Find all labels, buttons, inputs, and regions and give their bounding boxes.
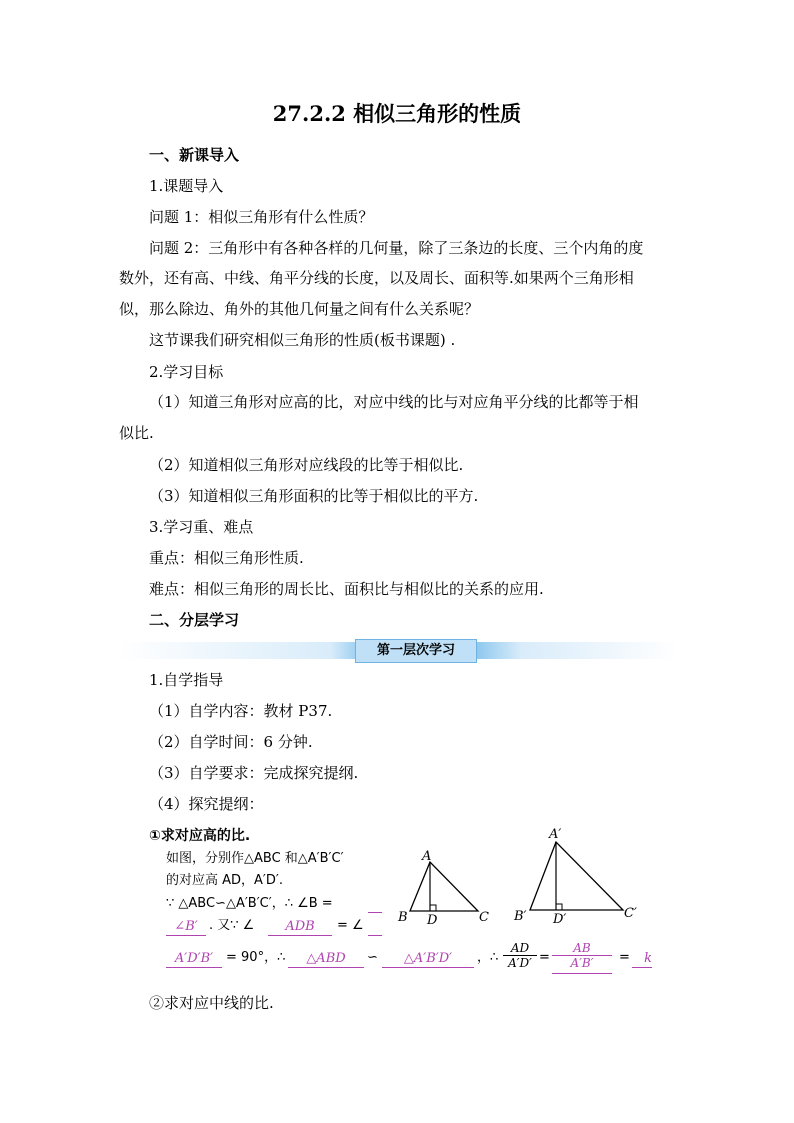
- subheading-topic-intro: 1.课题导入: [149, 177, 224, 195]
- question-1: 问题 1：相似三角形有什么性质？: [149, 208, 374, 226]
- label-a-prime: A′: [549, 827, 562, 842]
- similar-triangles-figure: [390, 820, 660, 930]
- self-study-heading: 1.自学指导: [149, 671, 224, 689]
- answer-angle-adb: ADB: [268, 919, 332, 936]
- label-d-prime: D′: [553, 912, 567, 927]
- page-title: 27.2.2 相似三角形的性质: [272, 101, 522, 126]
- exercise-1-line-4-text: . 又∵ ∠: [209, 918, 255, 933]
- label-a: A: [422, 849, 432, 864]
- exercise-2-heading: ②求对应中线的比.: [149, 994, 274, 1012]
- exercise-1-similar-sign: ∽: [367, 950, 378, 965]
- subheading-key-points: 3.学习重、难点: [149, 518, 254, 536]
- right-angle-mark-d-prime: [556, 904, 562, 910]
- question-2-line-1: 问题 2：三角形中有各种各样的几何量，除了三条边的长度、三个内角的度: [149, 239, 644, 257]
- answer-fraction-ab-over-a-b-prime: [552, 941, 612, 974]
- label-c: C: [479, 910, 489, 925]
- equals-sign-1: =: [539, 950, 550, 965]
- label-b: B: [398, 910, 408, 925]
- fraction-ad-over-a-d-prime: [503, 941, 537, 970]
- question-2-line-2: 数外，还有高、中线、角平分线的长度，以及周长、面积等.如果两个三角形相: [119, 269, 634, 287]
- exercise-1-line-5-text: = 90°，∴: [226, 950, 286, 965]
- answer-blank-b-start: [368, 898, 382, 913]
- self-study-time: （2）自学时间：6 分钟.: [149, 733, 313, 751]
- triangle-abc: [397, 849, 489, 928]
- intro-sentence: 这节课我们研究相似三角形的性质(板书课题) .: [149, 331, 456, 349]
- goal-2: （2）知道相似三角形对应线段的比等于相似比.: [149, 456, 464, 474]
- level-banner: [118, 639, 678, 663]
- label-c-prime: C′: [624, 906, 637, 921]
- difficult-point: 难点：相似三角形的周长比、面积比与相似比的关系的应用.: [149, 580, 544, 598]
- answer-fraction-denominator: A′B′: [570, 956, 594, 970]
- exercise-1-heading: ①求对应高的比.: [149, 828, 251, 844]
- answer-triangle-abd: △ABD: [288, 951, 364, 968]
- section-heading-new-lesson: 一、新课导入: [149, 146, 240, 164]
- goal-3: （3）知道相似三角形面积的比等于相似比的平方.: [149, 487, 479, 505]
- exercise-1-therefore: ，∴: [477, 950, 499, 965]
- label-b-prime: B′: [514, 909, 527, 924]
- fraction-denominator: A′D′: [508, 956, 532, 970]
- label-d: D: [427, 913, 438, 928]
- answer-blank-angle-start: [368, 919, 382, 936]
- exercise-1-line-3: ∵ △ABC∽△A′B′C′，∴ ∠B =: [166, 896, 333, 911]
- triangle-a-b-c-prime: [513, 827, 637, 927]
- fraction-numerator: AD: [503, 941, 537, 956]
- banner-label: 第一层次学习: [355, 639, 477, 663]
- equals-sign-2: =: [619, 950, 630, 965]
- subheading-goals: 2.学习目标: [149, 363, 224, 381]
- section-heading-layered-study: 二、分层学习: [149, 611, 240, 629]
- answer-fraction-numerator: AB: [552, 941, 612, 956]
- goal-1-line-2: 似比.: [119, 424, 154, 442]
- self-study-requirement: （3）自学要求：完成探究提纲.: [149, 764, 359, 782]
- goal-1-line-1: （1）知道三角形对应高的比，对应中线的比与对应角平分线的比都等于相: [149, 393, 639, 411]
- triangle-a-b-c-prime-outline: [530, 842, 623, 910]
- exercise-1-line-1: 如图，分别作△ABC 和△A′B′C′: [166, 851, 344, 866]
- answer-angle-a-d-b-prime: A′D′B′: [166, 951, 222, 968]
- answer-angle-b-prime: ∠B′: [166, 919, 206, 936]
- exercise-1-line-4-eq: = ∠: [337, 918, 364, 933]
- self-study-content: （1）自学内容：教材 P37.: [149, 702, 333, 720]
- answer-k: k: [632, 951, 652, 968]
- key-point: 重点：相似三角形性质.: [149, 549, 304, 567]
- question-2-line-3: 似，那么除边、角外的其他几何量之间有什么关系呢？: [119, 300, 480, 318]
- answer-triangle-a-b-d-prime: △A′B′D′: [382, 951, 474, 968]
- self-study-outline: （4）探究提纲：: [149, 795, 264, 813]
- exercise-1-line-2: 的对应高 AD，A′D′.: [166, 873, 283, 888]
- triangle-abc-outline: [410, 862, 478, 911]
- right-angle-mark-d: [430, 905, 436, 911]
